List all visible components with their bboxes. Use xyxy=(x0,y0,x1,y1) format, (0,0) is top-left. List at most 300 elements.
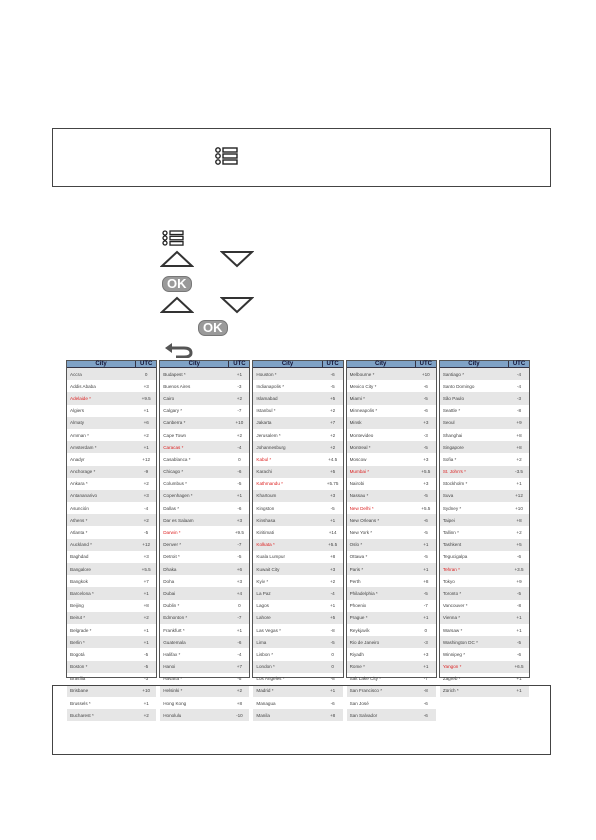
table-row xyxy=(67,514,156,526)
city-cell: Tehran * xyxy=(442,566,460,572)
city-cell: Copenhagen * xyxy=(163,493,193,499)
utc-cell: -6 xyxy=(237,469,242,475)
table-row xyxy=(160,539,249,551)
utc-cell: +5.5 xyxy=(421,469,431,475)
down-triangle-icon xyxy=(220,250,254,268)
utc-cell: -5 xyxy=(423,395,428,401)
utc-cell: +1 xyxy=(143,408,149,414)
city-table-column xyxy=(346,360,437,718)
table-row xyxy=(440,429,529,441)
utc-cell: +2 xyxy=(143,517,149,523)
city-cell: Ottawa * xyxy=(349,554,368,560)
utc-cell: +4.5 xyxy=(328,456,338,462)
table-row xyxy=(347,405,436,417)
table-row xyxy=(160,648,249,660)
table-row xyxy=(67,673,156,685)
table-row xyxy=(160,624,249,636)
table-row xyxy=(160,478,249,490)
table-body xyxy=(253,368,342,721)
city-cell: San Salvador xyxy=(349,712,378,718)
menu-list-icon xyxy=(162,230,186,246)
utc-cell: +1 xyxy=(236,371,243,377)
utc-cell: -8 xyxy=(330,676,335,682)
table-row xyxy=(440,661,529,673)
city-cell: Islamabad xyxy=(256,395,278,401)
city-cell: Minsk xyxy=(349,420,362,426)
table-body xyxy=(160,368,249,721)
city-cell: Rio de Janeiro xyxy=(349,639,380,645)
city-cell: Kingston xyxy=(256,505,275,511)
utc-cell: -8 xyxy=(516,408,522,414)
city-cell: Vienna * xyxy=(442,615,461,621)
utc-column-header: UTC xyxy=(419,361,432,367)
utc-cell: -3.5 xyxy=(515,469,523,475)
table-body xyxy=(67,368,156,721)
utc-cell: -3 xyxy=(144,676,149,682)
utc-cell: +3.5 xyxy=(514,566,524,572)
utc-cell: +1 xyxy=(423,566,429,572)
table-row xyxy=(253,551,342,563)
table-row xyxy=(253,673,342,685)
city-cell: Madrid * xyxy=(256,688,274,694)
back-return-icon xyxy=(164,342,194,358)
utc-cell: -5 xyxy=(423,444,428,450)
utc-cell: +6 xyxy=(236,566,243,572)
city-cell: Washington DC * xyxy=(442,639,478,645)
table-row xyxy=(440,539,529,551)
city-cell: Jakarta xyxy=(256,420,272,426)
utc-cell: -5 xyxy=(330,505,335,511)
utc-cell: +2 xyxy=(143,481,149,487)
table-row xyxy=(160,392,249,404)
table-row xyxy=(67,453,156,465)
city-cell: Seattle * xyxy=(442,408,461,414)
utc-cell: -5 xyxy=(237,481,242,487)
utc-cell: +6 xyxy=(143,420,149,426)
table-row xyxy=(440,575,529,587)
table-row xyxy=(440,526,529,538)
utc-cell: +12 xyxy=(142,456,151,462)
up-triangle-icon xyxy=(160,250,194,268)
city-cell: Dar es Salaam xyxy=(163,517,194,523)
table-row xyxy=(160,502,249,514)
city-cell: Canberra * xyxy=(163,420,186,426)
table-row xyxy=(440,648,529,660)
utc-cell: +5.5 xyxy=(421,505,431,511)
table-header xyxy=(160,361,249,368)
city-cell: Kyiv * xyxy=(256,578,269,584)
ok-button-icon: OK xyxy=(162,276,192,292)
utc-cell: 0 xyxy=(331,651,334,657)
city-cell: Ankara * xyxy=(70,481,88,487)
city-cell: Belgrade * xyxy=(70,627,92,633)
city-cell: Shanghai xyxy=(442,432,463,438)
city-cell: Atlanta * xyxy=(70,530,88,536)
city-cell: Auckland * xyxy=(70,542,92,548)
table-row xyxy=(67,478,156,490)
city-cell: Cairo xyxy=(163,395,175,401)
utc-cell: -5 xyxy=(423,530,428,536)
city-cell: Algiers xyxy=(70,408,85,414)
utc-cell: +2 xyxy=(236,395,243,401)
table-row xyxy=(67,368,156,380)
city-column-header: City xyxy=(347,361,416,367)
city-cell: Dublin * xyxy=(163,603,180,609)
table-row xyxy=(160,405,249,417)
city-cell: Tokyo xyxy=(442,578,455,584)
utc-cell: -5 xyxy=(237,676,242,682)
utc-cell: -6 xyxy=(516,651,522,657)
city-cell: São Paulo xyxy=(442,395,465,401)
city-cell: La Paz xyxy=(256,590,271,596)
table-row xyxy=(347,661,436,673)
table-row xyxy=(440,636,529,648)
city-cell: Mumbai * xyxy=(349,469,370,475)
table-row xyxy=(253,405,342,417)
utc-cell: 0 xyxy=(238,456,241,462)
table-row xyxy=(253,636,342,648)
city-cell: New Orleans * xyxy=(349,517,380,523)
utc-cell: +1 xyxy=(143,639,149,645)
table-header xyxy=(347,361,436,368)
utc-cell: -3 xyxy=(423,432,428,438)
table-row xyxy=(347,539,436,551)
utc-cell: -5 xyxy=(237,554,242,560)
table-row xyxy=(440,466,529,478)
down-triangle-icon xyxy=(220,296,254,314)
utc-cell: -5 xyxy=(516,590,522,596)
utc-cell: +5.5 xyxy=(328,542,338,548)
table-row xyxy=(440,417,529,429)
utc-cell: +1 xyxy=(423,664,429,670)
city-cell: Tallinn * xyxy=(442,530,459,536)
city-cell: Moscow xyxy=(349,456,367,462)
city-cell: Manila xyxy=(256,712,270,718)
table-row xyxy=(160,551,249,563)
table-row xyxy=(347,526,436,538)
utc-cell: -5 xyxy=(330,383,335,389)
city-cell: Vancouver * xyxy=(442,603,468,609)
table-row xyxy=(160,490,249,502)
utc-cell: +2 xyxy=(143,712,149,718)
table-row xyxy=(347,575,436,587)
city-cell: Barcelona * xyxy=(70,590,94,596)
city-column-header: City xyxy=(440,361,509,367)
city-cell: Bangkok xyxy=(70,578,88,584)
utc-cell: +8 xyxy=(236,700,243,706)
city-cell: Yangon * xyxy=(442,664,462,670)
city-cell: Riyadh xyxy=(349,651,364,657)
table-row xyxy=(160,636,249,648)
utc-cell: +3 xyxy=(143,554,149,560)
city-cell: Hanoi xyxy=(163,664,176,670)
table-row xyxy=(160,514,249,526)
table-row xyxy=(253,648,342,660)
table-row xyxy=(440,441,529,453)
utc-cell: +8 xyxy=(329,554,336,560)
utc-cell: +12 xyxy=(515,493,523,499)
utc-cell: +2 xyxy=(329,408,336,414)
table-row xyxy=(253,563,342,575)
utc-cell: +1 xyxy=(143,444,149,450)
utc-cell: +1 xyxy=(516,688,522,694)
utc-cell: +9 xyxy=(516,420,522,426)
table-row xyxy=(67,612,156,624)
table-row xyxy=(67,575,156,587)
table-row xyxy=(253,661,342,673)
utc-cell: -3 xyxy=(237,383,242,389)
city-cell: Baghdad xyxy=(70,554,89,560)
city-cell: Kinshasa xyxy=(256,517,276,523)
city-cell: Johannesburg xyxy=(256,444,286,450)
city-cell: Antananarivo xyxy=(70,493,98,499)
utc-cell: -5 xyxy=(144,530,149,536)
city-timezone-tables xyxy=(66,360,530,718)
city-cell: Honolulu xyxy=(163,712,182,718)
table-row xyxy=(440,514,529,526)
table-row xyxy=(253,368,342,380)
city-cell: Bucharest * xyxy=(70,712,94,718)
city-cell: Las Vegas * xyxy=(256,627,281,633)
city-cell: San Francisco * xyxy=(349,688,383,694)
city-cell: Athens * xyxy=(70,517,88,523)
city-cell: Doha xyxy=(163,578,175,584)
table-row xyxy=(347,429,436,441)
table-row xyxy=(347,514,436,526)
table-row xyxy=(160,673,249,685)
table-row xyxy=(253,417,342,429)
utc-cell: -5 xyxy=(423,554,428,560)
city-cell: Prague * xyxy=(349,615,368,621)
utc-cell: -6 xyxy=(423,700,428,706)
city-cell: Karachi xyxy=(256,469,272,475)
table-row xyxy=(440,624,529,636)
table-row xyxy=(67,502,156,514)
city-column-header: City xyxy=(160,361,229,367)
utc-cell: -6 xyxy=(423,712,428,718)
city-cell: Zürich * xyxy=(442,688,459,694)
table-row xyxy=(440,600,529,612)
city-cell: Philadelphia * xyxy=(349,590,378,596)
utc-cell: -5 xyxy=(144,651,149,657)
city-cell: Kiritimati xyxy=(256,530,275,536)
utc-cell: -5 xyxy=(423,493,428,499)
city-cell: Perth xyxy=(349,578,361,584)
utc-cell: +4 xyxy=(236,590,243,596)
utc-cell: +5.5 xyxy=(141,566,151,572)
utc-cell: -6 xyxy=(330,700,335,706)
city-cell: Brisbane xyxy=(70,688,89,694)
table-row xyxy=(160,466,249,478)
utc-cell: -5 xyxy=(144,664,149,670)
table-row xyxy=(67,661,156,673)
city-cell: New York * xyxy=(349,530,373,536)
utc-cell: +1 xyxy=(516,676,522,682)
table-row xyxy=(440,502,529,514)
city-cell: Buenos Aires xyxy=(163,383,191,389)
city-cell: Hong Kong xyxy=(163,700,187,706)
utc-cell: +2 xyxy=(516,456,522,462)
table-row xyxy=(253,539,342,551)
city-cell: Stockholm * xyxy=(442,481,468,487)
table-row xyxy=(347,441,436,453)
city-cell: Toronto * xyxy=(442,590,462,596)
utc-cell: -10 xyxy=(236,712,243,718)
city-cell: San José xyxy=(349,700,369,706)
city-cell: Beijing xyxy=(70,603,84,609)
utc-cell: +8 xyxy=(516,517,522,523)
utc-cell: +1 xyxy=(423,542,429,548)
city-cell: Anchorage * xyxy=(70,469,96,475)
city-cell: Dhaka xyxy=(163,566,177,572)
city-cell: Darwin * xyxy=(163,530,181,536)
city-cell: Dubai xyxy=(163,590,176,596)
utc-cell: +1 xyxy=(516,627,522,633)
utc-cell: +1 xyxy=(516,615,522,621)
city-cell: Suva xyxy=(442,493,454,499)
city-cell: Montevideo xyxy=(349,432,374,438)
table-row xyxy=(160,563,249,575)
utc-cell: +8 xyxy=(516,444,522,450)
ok-button-icon: OK xyxy=(198,320,228,336)
city-cell: Nassau * xyxy=(349,493,369,499)
city-cell: Los Angeles * xyxy=(256,676,285,682)
city-cell: Lisbon * xyxy=(256,651,274,657)
city-cell: Cape Town xyxy=(163,432,187,438)
table-row xyxy=(347,636,436,648)
city-cell: Brussels * xyxy=(70,700,91,706)
city-cell: Warsaw * xyxy=(442,627,463,633)
utc-cell: -6 xyxy=(330,371,335,377)
city-table-column xyxy=(66,360,157,718)
city-cell: Mexico City * xyxy=(349,383,377,389)
utc-cell: +1 xyxy=(329,603,336,609)
table-row xyxy=(160,429,249,441)
city-cell: Santo Domingo xyxy=(442,383,475,389)
utc-cell: +2 xyxy=(143,615,149,621)
city-cell: Bangalore xyxy=(70,566,91,572)
utc-cell: -6 xyxy=(516,554,522,560)
city-table-column xyxy=(439,360,530,694)
city-cell: Rome * xyxy=(349,664,365,670)
city-cell: Managua xyxy=(256,700,276,706)
utc-cell: 0 xyxy=(331,664,334,670)
utc-cell: +1 xyxy=(236,627,243,633)
utc-cell: +3 xyxy=(236,517,243,523)
utc-cell: +1 xyxy=(143,590,149,596)
utc-cell: +3 xyxy=(329,566,336,572)
utc-cell: +1 xyxy=(143,627,149,633)
table-row xyxy=(440,673,529,685)
utc-cell: +2 xyxy=(329,444,336,450)
utc-cell: -3 xyxy=(423,639,428,645)
city-cell: Addis Ababa xyxy=(70,383,96,389)
utc-cell: -7 xyxy=(423,676,428,682)
city-cell: Montreal * xyxy=(349,444,371,450)
city-cell: Kathmandu * xyxy=(256,481,283,487)
utc-cell: -4 xyxy=(237,444,242,450)
city-cell: Chicago * xyxy=(163,469,184,475)
city-cell: Bogotá xyxy=(70,651,85,657)
city-cell: Caracas * xyxy=(163,444,184,450)
utc-cell: +6.5 xyxy=(514,664,524,670)
utc-cell: +2 xyxy=(516,530,522,536)
city-cell: Frankfurt * xyxy=(163,627,185,633)
utc-cell: +2 xyxy=(329,578,336,584)
table-row xyxy=(160,368,249,380)
table-row xyxy=(67,563,156,575)
city-cell: London * xyxy=(256,664,275,670)
utc-cell: -7 xyxy=(237,542,242,548)
utc-cell: +7 xyxy=(329,420,336,426)
table-row xyxy=(347,368,436,380)
table-row xyxy=(253,453,342,465)
city-cell: Denver * xyxy=(163,542,182,548)
note-box-top xyxy=(52,128,551,187)
table-row xyxy=(160,661,249,673)
table-row xyxy=(160,575,249,587)
utc-cell: +3 xyxy=(236,578,243,584)
utc-cell: -5 xyxy=(423,590,428,596)
table-row xyxy=(253,392,342,404)
utc-cell: +9 xyxy=(516,578,522,584)
table-row xyxy=(347,380,436,392)
city-cell: Kabul * xyxy=(256,456,272,462)
utc-cell: +12 xyxy=(142,542,151,548)
utc-cell: -6 xyxy=(237,639,242,645)
utc-cell: +14 xyxy=(328,530,337,536)
table-row xyxy=(67,539,156,551)
city-cell: Amsterdam * xyxy=(70,444,97,450)
table-row xyxy=(67,600,156,612)
city-cell: Havana * xyxy=(163,676,183,682)
city-cell: Calgary * xyxy=(163,408,183,414)
city-cell: Santiago * xyxy=(442,371,465,377)
utc-cell: +3 xyxy=(423,481,429,487)
utc-column-header: UTC xyxy=(326,361,339,367)
table-row xyxy=(347,600,436,612)
city-column-header: City xyxy=(67,361,136,367)
table-row xyxy=(440,587,529,599)
city-cell: Guatemala xyxy=(163,639,186,645)
utc-cell: +2 xyxy=(143,432,149,438)
city-cell: Budapest * xyxy=(163,371,186,377)
utc-cell: +5 xyxy=(329,469,336,475)
table-row xyxy=(253,478,342,490)
city-cell: Brasília xyxy=(70,676,86,682)
table-row xyxy=(67,624,156,636)
table-header xyxy=(253,361,342,368)
table-row xyxy=(253,526,342,538)
utc-cell: +1 xyxy=(143,700,149,706)
table-row xyxy=(160,441,249,453)
table-row xyxy=(67,636,156,648)
city-cell: St. John's * xyxy=(442,469,466,475)
utc-cell: +3 xyxy=(423,651,429,657)
city-cell: Minneapolis * xyxy=(349,408,378,414)
city-cell: Dallas * xyxy=(163,505,180,511)
city-cell: Kuwait City xyxy=(256,566,280,572)
utc-cell: -6 xyxy=(237,505,242,511)
table-row xyxy=(67,429,156,441)
table-row xyxy=(440,478,529,490)
table-row xyxy=(253,612,342,624)
table-row xyxy=(440,551,529,563)
menu-list-icon xyxy=(215,147,239,165)
utc-cell: +3 xyxy=(143,383,149,389)
table-row xyxy=(347,563,436,575)
city-cell: Accra xyxy=(70,371,82,377)
